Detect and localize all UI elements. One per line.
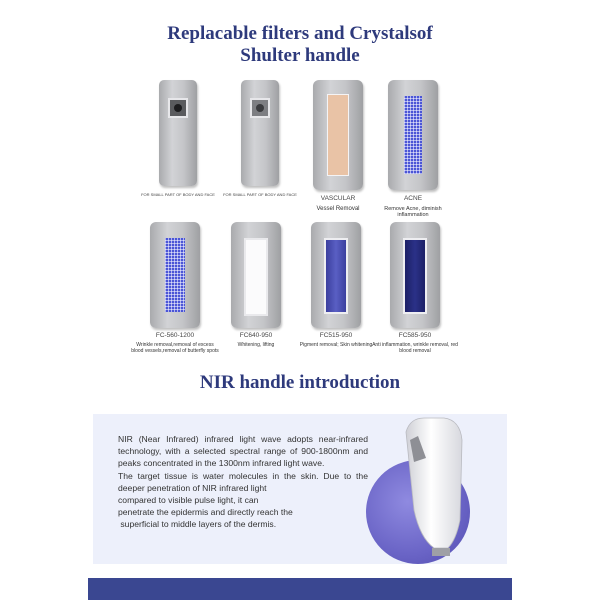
filter-description: Vessel Removal — [316, 206, 360, 212]
nir-paragraph-1: NIR (Near Infrared) infrared light wave adopts near-infrared technology, with a selected spectral range of 900-1800nm and peaks concentrated in the 1300nm infrared light wave. — [118, 434, 368, 469]
nir-section-title: NIR handle introduction — [199, 372, 401, 393]
page-title-line1: Replacable filters and Crystalsof — [167, 23, 433, 44]
nir-paragraph-2-line1: The target tissue is water molecules in the skin. Due to the deeper penetration of NIR infrared light — [118, 470, 368, 493]
page-title-line2: Shulter handle — [240, 45, 360, 66]
filter-label: FC585-950 — [398, 332, 432, 339]
filter-label: FC-560-1200 — [155, 332, 195, 339]
nir-paragraph-2-line3: penetrate the epidermis and directly reach the — [118, 507, 293, 518]
filter-description: Anti inflammation, wrinkle removal, red blood removal — [372, 342, 458, 354]
filter-label: FC515-950 — [319, 332, 353, 339]
filter-description: Pigment removal; Skin whitening — [299, 342, 373, 348]
nir-description — [118, 433, 368, 531]
filter-label: FOR SMALL PART OF BODY AND FACE — [223, 192, 297, 197]
filter-description: Whitening, lifting — [237, 342, 275, 348]
filter-description: Remove Acne, diminish inflammation — [384, 206, 442, 218]
filter-description: Wrinkle removal,removal of excess blood vessels,removal of butterfly spots — [131, 342, 219, 354]
footer-bar — [88, 578, 512, 600]
filter-label: FC640-950 — [239, 332, 273, 339]
filter-label: ACNE — [403, 195, 423, 202]
filter-label: FOR SMALL PART OF BODY AND FACE — [141, 192, 215, 197]
nir-paragraph-2-line2: compared to visible pulse light, it can — [118, 495, 259, 506]
product-page — [88, 0, 512, 600]
nir-paragraph-2-line4: superficial to middle layers of the dermis. — [118, 519, 277, 530]
filter-label: VASCULAR — [320, 195, 356, 202]
